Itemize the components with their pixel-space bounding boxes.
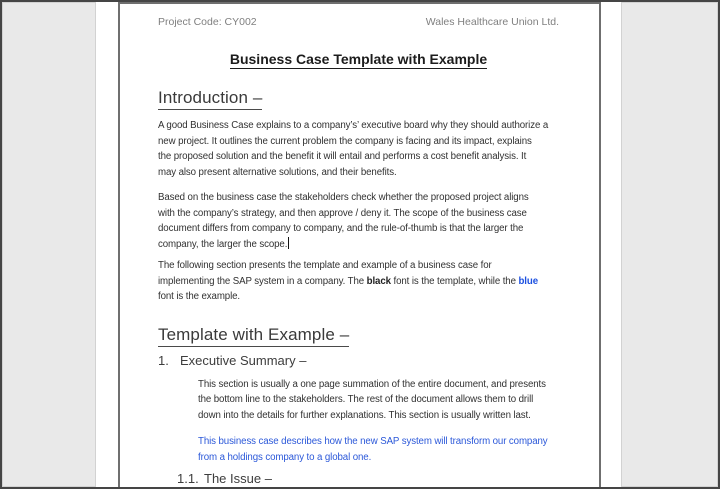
header-project-code: Project Code: CY002 — [158, 16, 257, 28]
bold-keyword-blue: blue — [518, 275, 538, 287]
intro-paragraph-2-lines[interactable] — [158, 190, 559, 237]
executive-summary-template-text[interactable] — [198, 377, 559, 424]
list-number: 1. — [158, 352, 169, 368]
text-line[interactable]: the proposed solution and the benefit it will entail and performs a cost benefit analysis. It — [158, 151, 527, 162]
list-label: The Issue – — [204, 471, 272, 486]
text-line[interactable]: font is the example. — [158, 291, 241, 302]
text-segment: implementing the SAP system in a company. The — [158, 275, 367, 287]
text-line[interactable]: A good Business Case explains to a company’s’ executive board why they should authorize a — [158, 120, 549, 131]
canvas-background-left — [2, 2, 96, 487]
text-line[interactable]: may also present alternative solutions, and their benefits. — [158, 166, 397, 178]
text-line[interactable]: with the company’s strategy, and then approve / deny it. The scope of the business case — [158, 207, 527, 219]
list-item-executive-summary[interactable] — [158, 353, 559, 369]
introduction-heading[interactable] — [158, 87, 559, 109]
text-line[interactable]: down into the details for further explanations. This section is usually written last. — [198, 409, 531, 421]
text-caret — [288, 237, 289, 249]
list-number: 1.1. — [177, 471, 199, 486]
text-line: company, the larger the scope. — [158, 238, 288, 250]
template-section-heading-text: Template with Example – — [158, 325, 349, 347]
list-item-the-issue[interactable] — [177, 471, 559, 487]
text-line[interactable] — [158, 274, 559, 290]
intro-paragraph-1[interactable] — [158, 118, 559, 180]
intro-paragraph-2[interactable] — [158, 190, 559, 252]
text-line[interactable]: new project. It outlines the current problem the company is facing and its impact, explains — [158, 135, 532, 147]
text-segment: font is the template, while the — [390, 275, 519, 287]
text-line[interactable]: document differs from company to company, and the rule-of-thumb is that the larger the — [158, 223, 524, 234]
document-header — [158, 16, 559, 29]
list-label: Executive Summary – — [180, 352, 307, 368]
text-line[interactable]: The following section presents the template and example of a business case for — [158, 260, 492, 271]
introduction-heading-text: Introduction – — [158, 88, 262, 110]
text-line[interactable]: from a holdings company to a global one. — [198, 451, 372, 463]
document-page[interactable] — [118, 2, 601, 489]
intro-paragraph-2-last-line[interactable] — [158, 237, 559, 253]
header-company-name: Wales Healthcare Union Ltd. — [425, 16, 559, 28]
document-title-text: Business Case Template with Example — [229, 51, 488, 67]
text-line[interactable]: Based on the business case the stakeholders check whether the proposed project aligns — [158, 192, 529, 203]
executive-summary-example-text[interactable] — [198, 434, 559, 465]
canvas-background-right — [621, 2, 718, 487]
document-title[interactable] — [158, 50, 559, 69]
text-line[interactable]: the bottom line to the stakeholders. The rest of the document allows them to drill — [198, 394, 534, 405]
text-line[interactable]: This section is usually a one page summation of the entire document, and presents — [198, 378, 546, 390]
bold-keyword-black: black — [366, 275, 391, 287]
template-section-heading[interactable] — [158, 324, 559, 346]
intro-paragraph-3[interactable] — [158, 258, 559, 305]
text-line[interactable]: This business case describes how the new SAP system will transform our company — [198, 436, 548, 447]
